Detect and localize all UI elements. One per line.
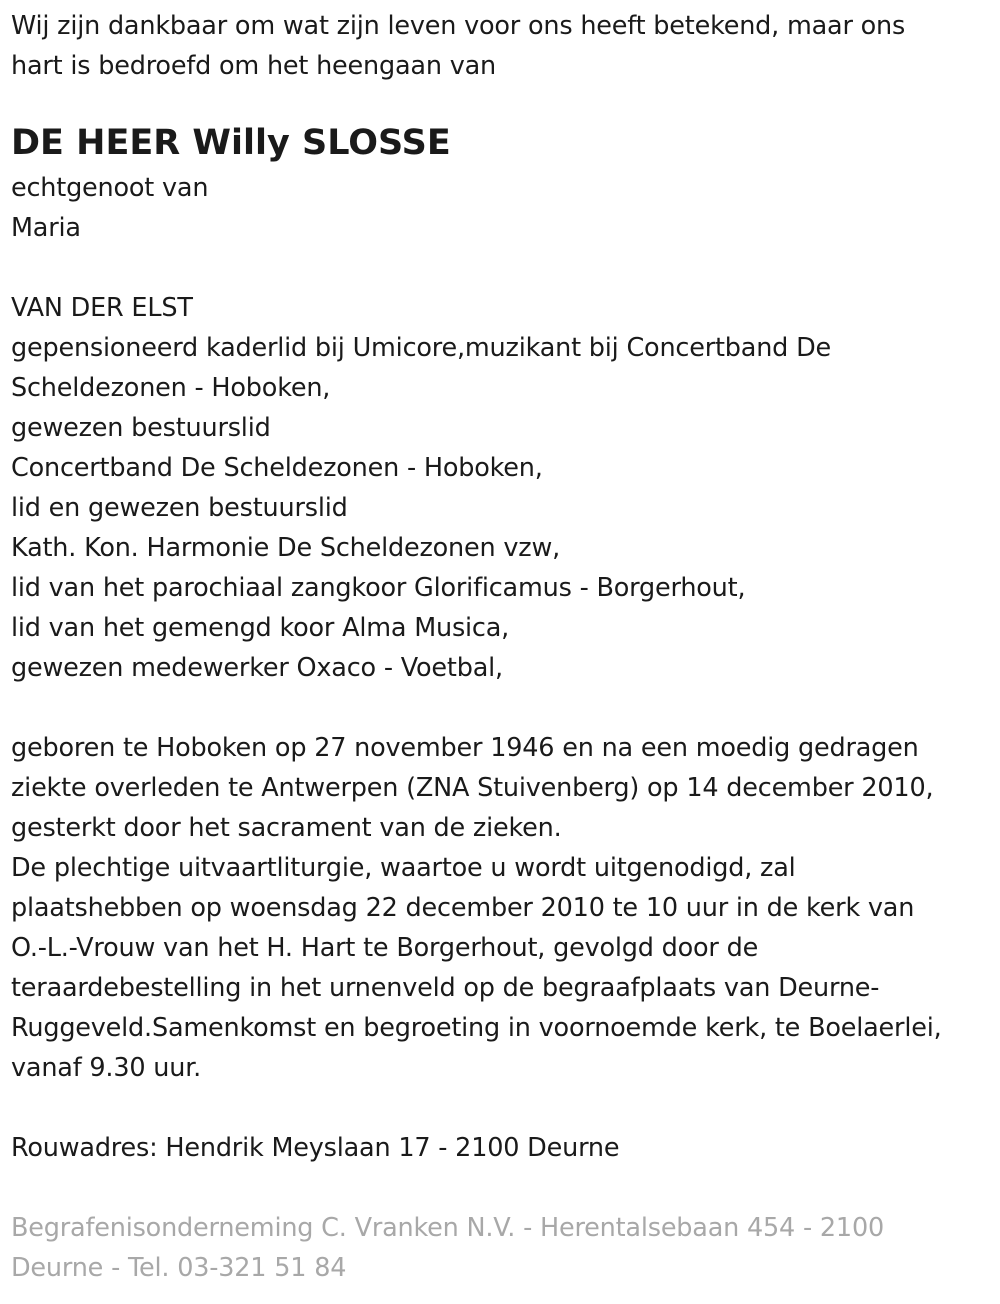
role-line: gewezen medewerker Oxaco - Voetbal, xyxy=(11,653,503,683)
roles-block xyxy=(11,328,1000,688)
mourning-address: Rouwadres: Hendrik Meyslaan 17 - 2100 Deurne xyxy=(11,1133,620,1163)
role-line: Kath. Kon. Harmonie De Scheldezonen vzw, xyxy=(11,533,561,563)
spacer xyxy=(11,1168,1000,1208)
details-line: De plechtige uitvaartliturgie, waartoe u wordt uitgenodigd, zal xyxy=(11,853,796,883)
details-line: geboren te Hoboken op 27 november 1946 en na een moedig gedragen xyxy=(11,733,919,763)
spacer xyxy=(11,1088,1000,1128)
deceased-name: DE HEER Willy SLOSSE xyxy=(11,123,451,163)
intro-text xyxy=(11,6,1000,86)
details-line: ziekte overleden te Antwerpen (ZNA Stuivenberg) op 14 december 2010, xyxy=(11,773,934,803)
spouse-surname: VAN DER ELST xyxy=(11,293,193,323)
details-line: teraardebestelling in het urnenveld op de begraafplaats van Deurne- xyxy=(11,973,880,1003)
details-line: gesterkt door het sacrament van de zieken. xyxy=(11,813,562,843)
spacer xyxy=(11,248,1000,288)
role-line: lid en gewezen bestuurslid xyxy=(11,493,348,523)
role-line: gewezen bestuurslid xyxy=(11,413,271,443)
role-line: gepensioneerd kaderlid bij Umicore,muzikant bij Concertband De xyxy=(11,333,831,363)
funeral-home-footer xyxy=(11,1208,1000,1288)
intro-line: hart is bedroefd om het heengaan van xyxy=(11,51,496,81)
footer-line: Begrafenisonderneming C. Vranken N.V. - Herentalsebaan 454 - 2100 xyxy=(11,1213,884,1243)
details-block xyxy=(11,728,1000,1088)
details-line: Ruggeveld.Samenkomst en begroeting in voornoemde kerk, te Boelaerlei, xyxy=(11,1013,942,1043)
spouse-block xyxy=(11,168,1000,328)
role-line: lid van het gemengd koor Alma Musica, xyxy=(11,613,510,643)
spouse-line: Maria xyxy=(11,213,81,243)
intro-line: Wij zijn dankbaar om wat zijn leven voor ons heeft betekend, maar ons xyxy=(11,11,906,41)
role-line: Concertband De Scheldezonen - Hoboken, xyxy=(11,453,543,483)
footer-line: Deurne - Tel. 03-321 51 84 xyxy=(11,1253,347,1283)
spouse-line: echtgenoot van xyxy=(11,173,209,203)
details-line: O.-L.-Vrouw van het H. Hart te Borgerhout, gevolgd door de xyxy=(11,933,759,963)
spacer xyxy=(11,688,1000,728)
details-line: plaatshebben op woensdag 22 december 2010 te 10 uur in de kerk van xyxy=(11,893,915,923)
role-line: Scheldezonen - Hoboken, xyxy=(11,373,331,403)
details-line: vanaf 9.30 uur. xyxy=(11,1053,202,1083)
role-line: lid van het parochiaal zangkoor Glorificamus - Borgerhout, xyxy=(11,573,746,603)
